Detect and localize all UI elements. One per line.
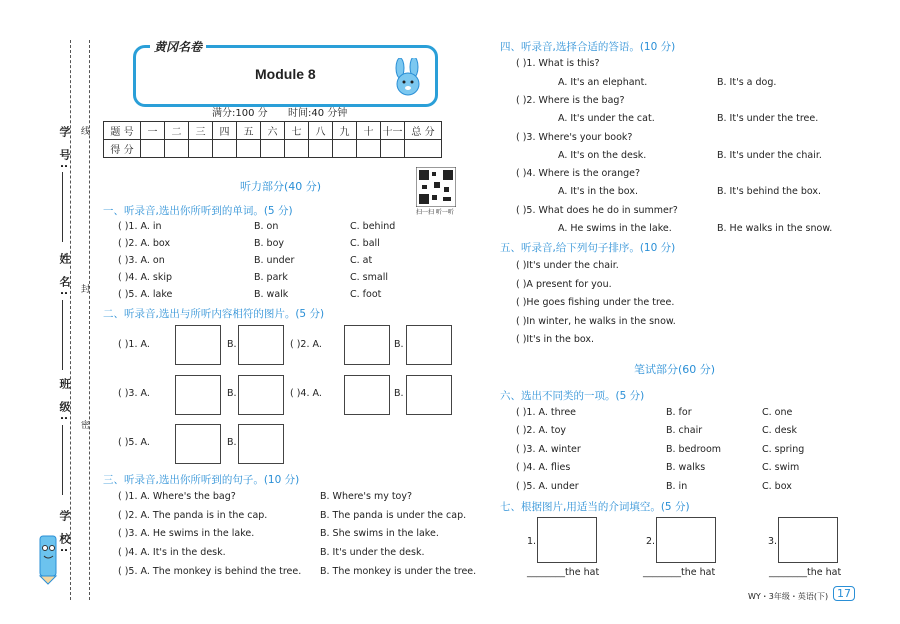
list-item: ( )A present for you. bbox=[516, 279, 612, 290]
exam-time: 时间:40 分钟 bbox=[288, 108, 348, 119]
option-b: B. It's behind the box. bbox=[717, 186, 822, 197]
picture-cabinet-b bbox=[406, 375, 452, 415]
bunny-mascot-icon bbox=[388, 58, 428, 102]
section-2-title: 二、听录音,选出与所听内容相符的图片。(5 分) bbox=[103, 308, 325, 320]
qr-code-icon[interactable] bbox=[416, 167, 456, 207]
fill-blank[interactable]: ________the hat bbox=[527, 567, 600, 578]
section-6-title: 六、选出不同类的一项。(5 分) bbox=[500, 390, 645, 402]
section-5-title: 五、听录音,给下列句子排序。(10 分) bbox=[500, 242, 676, 254]
option-a: A. He swims in the lake. bbox=[558, 223, 672, 234]
picture-ball-on-table bbox=[175, 375, 221, 415]
pic-label: ( )4. A. bbox=[290, 388, 322, 399]
option-b: B. He walks in the snow. bbox=[717, 223, 833, 234]
section-7-title: 七、根据图片,用适当的介词填空。(5 分) bbox=[500, 501, 690, 513]
pencil-mascot-icon bbox=[30, 530, 70, 585]
page-number: 17 bbox=[833, 586, 855, 601]
page-title: Module 8 bbox=[255, 66, 316, 82]
section-4-title: 四、听录音,选择合适的答语。(10 分) bbox=[500, 41, 676, 53]
option-a: A. It's under the cat. bbox=[558, 113, 655, 124]
pic-label: B. bbox=[227, 437, 237, 448]
seal-mark-mi: 密 bbox=[79, 420, 89, 433]
score-table-score-row: 得 分 bbox=[104, 140, 442, 158]
pic-label: ( )2. A. bbox=[290, 339, 322, 350]
picture-hat-3 bbox=[778, 517, 838, 563]
picture-fishing bbox=[406, 325, 452, 365]
question: ( )5. What does he do in summer? bbox=[516, 205, 678, 216]
question: ( )3. Where's your book? bbox=[516, 132, 633, 143]
option-a: A. It's on the desk. bbox=[558, 150, 647, 161]
pic-label: B. bbox=[227, 339, 237, 350]
question: ( )4. Where is the orange? bbox=[516, 168, 641, 179]
picture-boy-football bbox=[175, 424, 221, 464]
score-table-header-row: 题 号 一 二 三 四 五 六 七 八 九 十 十一 总 分 bbox=[104, 122, 442, 140]
qr-caption: 扫一扫 听一听 bbox=[416, 209, 454, 216]
pic-label: ( )3. A. bbox=[118, 388, 150, 399]
option-b: B. It's under the chair. bbox=[717, 150, 822, 161]
option-a: A. It's in the box. bbox=[558, 186, 638, 197]
seal-mark-feng: 封 bbox=[79, 284, 89, 297]
list-item: ( )It's in the box. bbox=[516, 334, 595, 345]
fill-blank[interactable]: ________the hat bbox=[769, 567, 842, 578]
picture-boy-kite bbox=[238, 424, 284, 464]
list-item: ( )In winter, he walks in the snow. bbox=[516, 316, 676, 327]
footer-text: WY・3年级・英语(下) bbox=[748, 592, 829, 601]
item-number: 1. bbox=[527, 536, 537, 547]
school-label: 学 校: bbox=[58, 510, 71, 557]
pic-label: B. bbox=[227, 388, 237, 399]
full-score: 满分:100 分 bbox=[212, 108, 268, 119]
class-label: 班 级: bbox=[58, 378, 71, 425]
name-label: 姓 名: bbox=[58, 253, 71, 300]
pic-label: ( )5. A. bbox=[118, 437, 150, 448]
picture-park-scene bbox=[175, 325, 221, 365]
list-item: ( )He goes fishing under the tree. bbox=[516, 297, 675, 308]
picture-cabinet-a bbox=[344, 375, 390, 415]
number-line bbox=[62, 172, 63, 242]
section-3-title: 三、听录音,选出你所听到的句子。(10 分) bbox=[103, 474, 300, 486]
item-number: 3. bbox=[768, 536, 778, 547]
question: ( )2. Where is the bag? bbox=[516, 95, 625, 106]
fill-blank[interactable]: ________the hat bbox=[643, 567, 716, 578]
option-a: A. It's an elephant. bbox=[558, 77, 648, 88]
picture-snowman bbox=[238, 325, 284, 365]
number-label: 学 号: bbox=[58, 126, 71, 173]
section-1-title: 一、听录音,选出你所听到的单词。(5 分) bbox=[103, 205, 293, 217]
option-b: B. It's under the tree. bbox=[717, 113, 819, 124]
brand-logo: 黄冈名卷 bbox=[150, 38, 206, 55]
picture-chair bbox=[238, 375, 284, 415]
class-line bbox=[62, 425, 63, 495]
pic-label: B. bbox=[394, 339, 404, 350]
written-section-title: 笔试部分(60 分) bbox=[634, 363, 716, 376]
item-number: 2. bbox=[646, 536, 656, 547]
picture-skater bbox=[344, 325, 390, 365]
listening-section-title: 听力部分(40 分) bbox=[240, 180, 322, 193]
picture-panda-hat-1 bbox=[537, 517, 597, 563]
list-item: ( )It's under the chair. bbox=[516, 260, 619, 271]
question: ( )1. What is this? bbox=[516, 58, 600, 69]
seal-mark-xian: 线 bbox=[79, 126, 89, 139]
option-b: B. It's a dog. bbox=[717, 77, 777, 88]
pic-label: B. bbox=[394, 388, 404, 399]
pic-label: ( )1. A. bbox=[118, 339, 150, 350]
picture-panda-hat-2 bbox=[656, 517, 716, 563]
binding-line-inner bbox=[89, 40, 90, 600]
score-table bbox=[103, 121, 442, 158]
name-line bbox=[62, 300, 63, 370]
